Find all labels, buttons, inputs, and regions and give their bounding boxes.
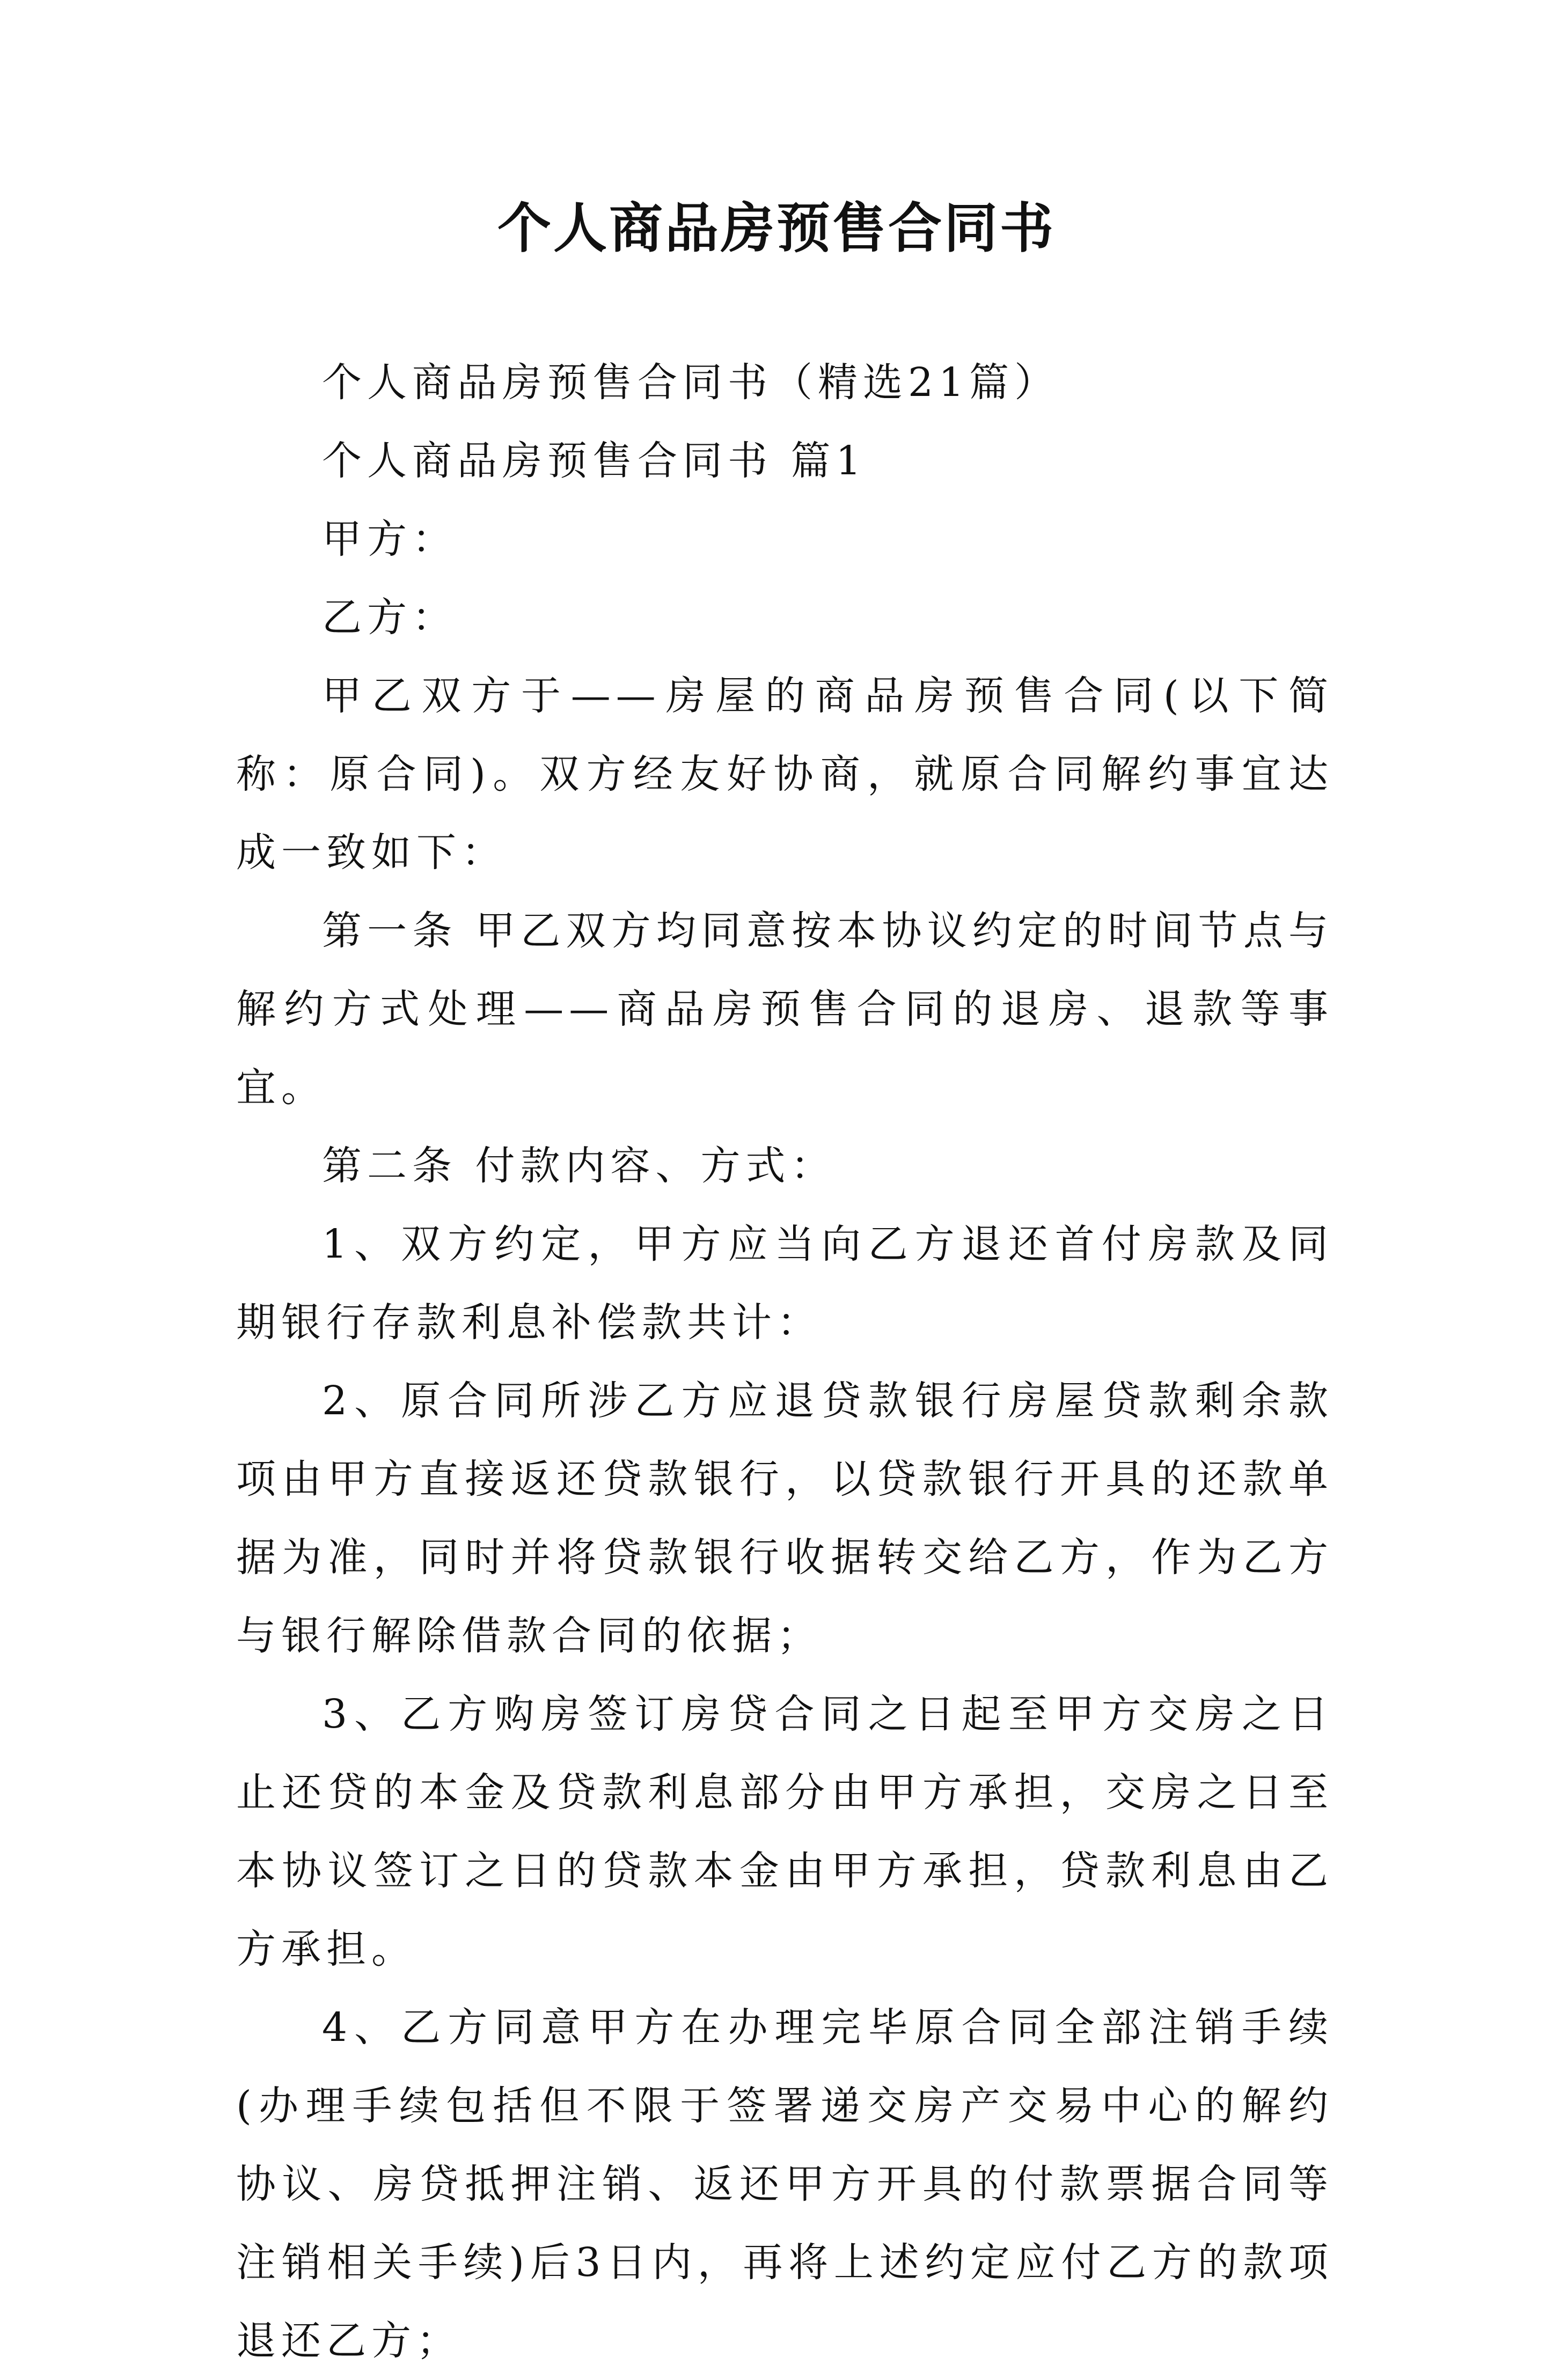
paragraph-clause-4: 4、乙方同意甲方在办理完毕原合同全部注销手续(办理手续包括但不限于签署递交房产交易中心的解约协议、房贷抵押注销、返还甲方开具的付款票据合同等注销相关手续)后3日内，再将上述约定应付乙方的款项退还乙方；: [236, 2004, 1334, 2364]
document-body: [236, 343, 1334, 2380]
paragraph-party-b: 乙方：: [322, 594, 457, 641]
paragraph-clause-3: 3、乙方购房签订房贷合同之日起至甲方交房之日止还贷的本金及贷款利息部分由甲方承担，交房之日至本协议签订之日的贷款本金由甲方承担，贷款利息由乙方承担。: [236, 1691, 1334, 1972]
paragraph-clause-2: 2、原合同所涉乙方应退贷款银行房屋贷款剩余款项由甲方直接返还贷款银行，以贷款银行开具的还款单据为准，同时并将贷款银行收据转交给乙方，作为乙方与银行解除借款合同的依据；: [236, 1378, 1334, 1659]
paragraph-collection-heading: 个人商品房预售合同书（精选21篇）: [322, 359, 1060, 406]
paragraph-article-1: 第一条 甲乙双方均同意按本协议约定的时间节点与解约方式处理——商品房预售合同的退房、退款等事宜。: [236, 908, 1334, 1111]
paragraph-preamble: 甲乙双方于——房屋的商品房预售合同(以下简称：原合同)。双方经友好协商，就原合同解约事宜达成一致如下：: [236, 673, 1334, 876]
paragraph-party-a: 甲方：: [322, 516, 457, 562]
paragraph-part-heading: 个人商品房预售合同书 篇1: [322, 438, 867, 484]
paragraph-article-2: 第二条 付款内容、方式：: [322, 1143, 836, 1189]
document-title: 个人商品房预售合同书: [497, 196, 1056, 260]
paragraph-clause-1: 1、双方约定，甲方应当向乙方退还首付房款及同期银行存款利息补偿款共计：: [236, 1221, 1334, 1346]
